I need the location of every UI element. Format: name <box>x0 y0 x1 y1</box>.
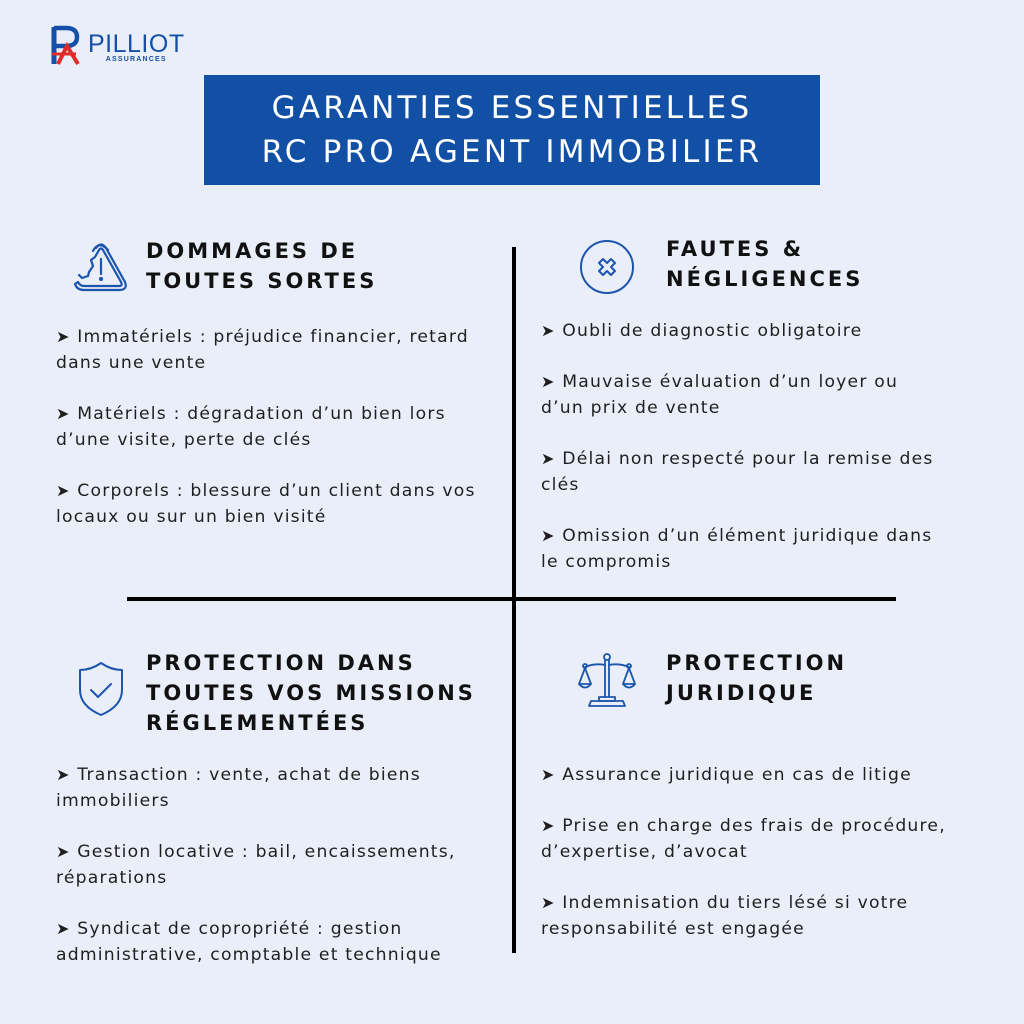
list-item: ➤ Indemnisation du tiers lésé si votre responsabilité est engagée <box>541 893 909 939</box>
arrow-bullet-icon: ➤ <box>541 526 556 545</box>
arrow-bullet-icon: ➤ <box>56 842 71 861</box>
arrow-bullet-icon: ➤ <box>541 893 556 912</box>
page-title-line-2: RC PRO AGENT IMMOBILIER <box>261 134 763 170</box>
quadrant-missions-title-line-2: TOUTES VOS MISSIONS <box>146 681 476 705</box>
arrow-bullet-icon: ➤ <box>56 919 71 938</box>
quadrant-dommages-list <box>56 324 506 555</box>
quadrant-juridique-title-line-2: JURIDIQUE <box>666 681 817 705</box>
broken-warning-triangle-icon <box>68 236 134 302</box>
pilliot-monogram-icon <box>48 24 82 66</box>
arrow-bullet-icon: ➤ <box>541 765 556 784</box>
list-item: ➤ Assurance juridique en cas de litige <box>541 765 912 785</box>
arrow-bullet-icon: ➤ <box>56 765 71 784</box>
brand-name: PILLIOT <box>88 30 185 58</box>
list-item: ➤ Oubli de diagnostic obligatoire <box>541 321 863 341</box>
arrow-bullet-icon: ➤ <box>541 372 556 391</box>
quadrant-fautes-list <box>541 318 941 600</box>
list-item: ➤ Gestion locative : bail, encaissements, réparations <box>56 842 456 888</box>
quadrant-dommages-header <box>68 236 377 302</box>
pilliot-logo <box>48 24 185 68</box>
arrow-bullet-icon: ➤ <box>541 321 556 340</box>
quadrant-dommages-title-line-2: TOUTES SORTES <box>146 269 378 293</box>
arrow-bullet-icon: ➤ <box>56 481 71 500</box>
quadrant-juridique-header <box>574 648 847 714</box>
list-item: ➤ Syndicat de copropriété : gestion administrative, comptable et technique <box>56 919 442 965</box>
list-item: ➤ Transaction : vente, achat de biens immobiliers <box>56 765 421 811</box>
list-item: ➤ Délai non respecté pour la remise des clés <box>541 449 934 495</box>
quadrant-fautes-title-line-1: FAUTES & <box>666 237 805 261</box>
arrow-bullet-icon: ➤ <box>56 404 71 423</box>
list-item: ➤ Immatériels : préjudice financier, retard dans une vente <box>56 327 469 373</box>
page-title-line-1: GARANTIES ESSENTIELLES <box>271 90 753 126</box>
circle-x-icon <box>574 234 640 300</box>
brand-subtitle: ASSURANCES <box>105 56 167 63</box>
quadrant-missions-header <box>68 648 476 738</box>
arrow-bullet-icon: ➤ <box>541 816 556 835</box>
list-item: ➤ Matériels : dégradation d’un bien lors d’une visite, perte de clés <box>56 404 446 450</box>
arrow-bullet-icon: ➤ <box>56 327 71 346</box>
quadrant-juridique-list <box>541 762 981 967</box>
shield-check-icon <box>68 656 134 722</box>
quadrant-missions-title-line-3: RÉGLEMENTÉES <box>146 711 369 735</box>
page-title-banner <box>204 75 820 185</box>
quadrant-dommages-title-line-1: DOMMAGES DE <box>146 239 359 263</box>
quadrant-juridique-title-line-1: PROTECTION <box>666 651 848 675</box>
list-item: ➤ Corporels : blessure d’un client dans vos locaux ou sur un bien visité <box>56 481 476 527</box>
quadrant-fautes-header <box>574 234 863 300</box>
list-item: ➤ Mauvaise évaluation d’un loyer ou d’un prix de vente <box>541 372 899 418</box>
list-item: ➤ Prise en charge des frais de procédure, d’expertise, d’avocat <box>541 816 946 862</box>
quadrant-missions-title-line-1: PROTECTION DANS <box>146 651 416 675</box>
list-item: ➤ Omission d’un élément juridique dans le compromis <box>541 526 933 572</box>
quadrant-fautes-title-line-2: NÉGLIGENCES <box>666 267 864 291</box>
quadrant-missions-list <box>56 762 516 993</box>
scales-of-justice-icon <box>574 648 640 714</box>
arrow-bullet-icon: ➤ <box>541 449 556 468</box>
